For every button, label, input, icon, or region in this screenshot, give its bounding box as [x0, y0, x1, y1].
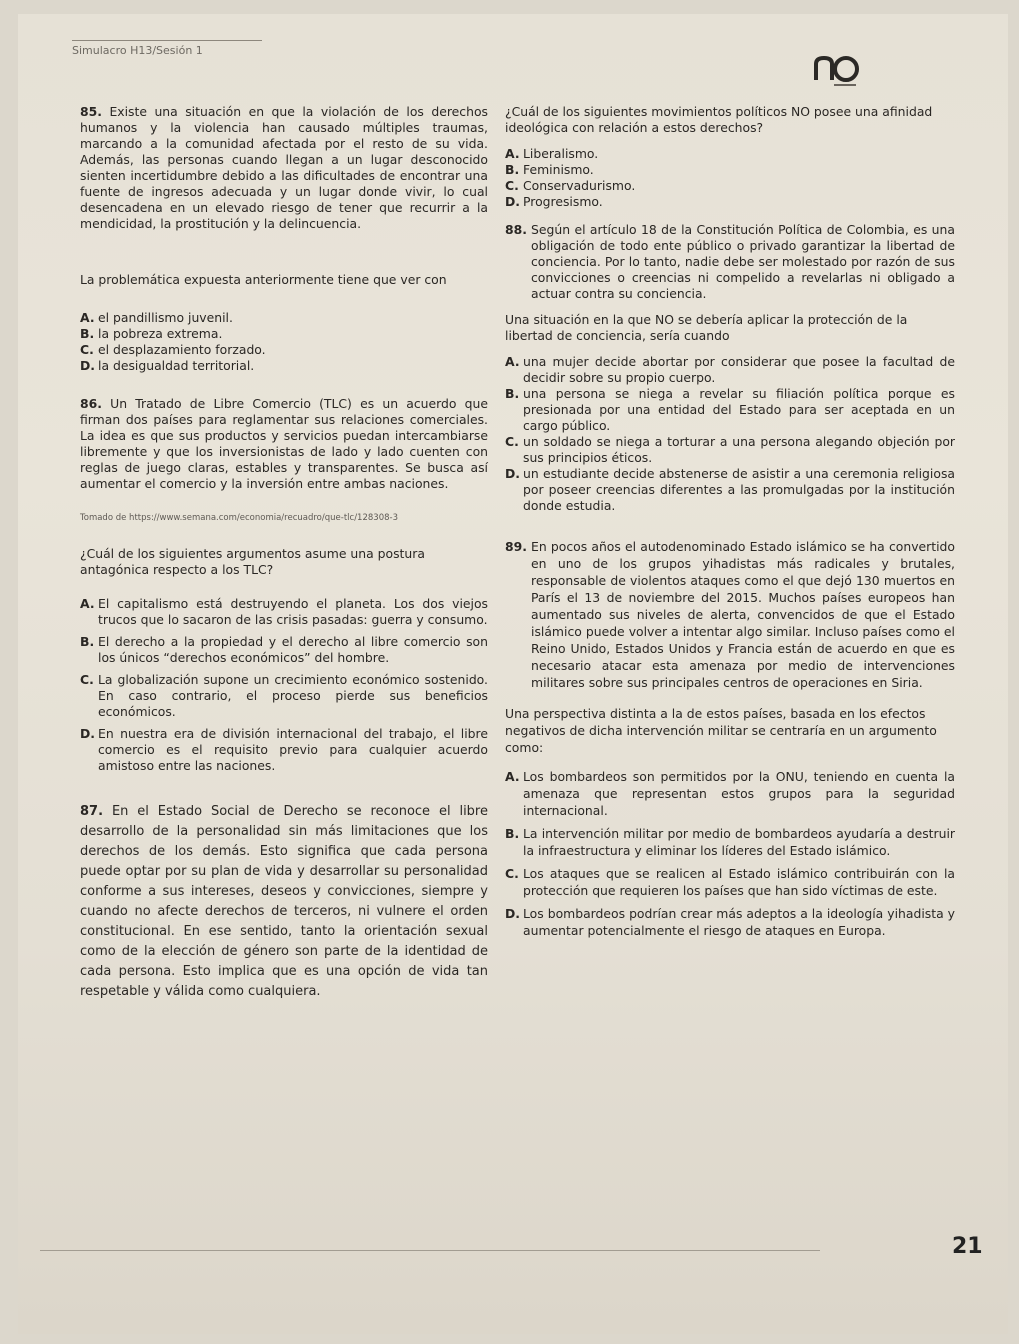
question-88-option-a[interactable]: A. una mujer decide abortar por considerar que posee la facultad de decidir sobre su propio cuerpo.	[505, 354, 955, 385]
question-87-option-b[interactable]: B. Feminismo.	[505, 162, 594, 177]
question-86-option-d[interactable]: D. En nuestra era de división internacional del trabajo, el libre comercio es el requisito previo para cualquier acuerdo amistoso entre las naciones.	[80, 726, 488, 773]
question-89-option-a[interactable]: A. Los bombardeos son permitidos por la ONU, teniendo en cuenta la amenaza que representan estos grupos para la seguridad internacional.	[505, 769, 955, 818]
question-85-option-a[interactable]: A. el pandillismo juvenil.	[80, 310, 233, 325]
question-87-number: 87.	[80, 804, 104, 819]
question-85-option-c[interactable]: C. el desplazamiento forzado.	[80, 342, 266, 357]
question-87-option-a[interactable]: A. Liberalismo.	[505, 146, 599, 161]
question-89-text: En pocos años el autodenominado Estado islámico se ha convertido en uno de los grupos yihadistas más radicales y brutales, responsable de violentos ataques como el que dejó 130 muertos en París el 13 de noviembre del 2015. Muchos países europeos han aumentado sus niveles de alerta, convencidos de que el Estado islámico puede volver a intentar algo similar. Incluso países como el Reino Unido, Estados Unidos y Francia están de acuerdo en que es necesario atacar esta amenaza por medio de intervenciones militares sobre sus principales centros de operaciones en Siria.	[531, 539, 955, 690]
question-87-continued	[505, 104, 955, 210]
question-85-stem	[80, 104, 488, 232]
question-86-option-c[interactable]: C. La globalización supone un crecimiento económico sostenido. En caso contrario, el proceso pierde sus beneficios económicos.	[80, 672, 488, 719]
publisher-logo	[812, 52, 864, 92]
question-85	[80, 104, 488, 374]
question-86-source: Tomado de https://www.semana.com/economia/recuadro/que-tlc/128308-3	[80, 513, 398, 523]
question-88	[505, 222, 955, 514]
question-86-option-b[interactable]: B. El derecho a la propiedad y el derecho al libre comercio son los únicos “derechos económicos” del hombre.	[80, 634, 488, 665]
question-89-option-d[interactable]: D. Los bombardeos podrían crear más adeptos a la ideología yihadista y aumentar potencialmente el riesgo de ataques en Europa.	[505, 906, 955, 938]
question-87-text: En el Estado Social de Derecho se reconoce el libre desarrollo de la personalidad sin más limitaciones que los derechos de los demás. Esto significa que cada persona puede optar por su plan de vida y desarrollar su personalidad conforme a sus intereses, deseos y convicciones, siempre y cuando no afecte derechos de terceros, ni vulnere el orden constitucional. En ese sentido, tanto la orientación sexual como de la elección de género son parte de la identidad de cada persona. Esto implica que es una opción de vida tan respetable y válida como cualquiera.	[80, 804, 488, 999]
question-88-stem	[505, 222, 955, 302]
question-86-option-a[interactable]: A. El capitalismo está destruyendo el planeta. Los dos viejos trucos que lo sacaron de las crisis pasadas: guerra y consumo.	[80, 596, 488, 627]
question-88-option-c[interactable]: C. un soldado se niega a torturar a una persona alegando objeción por sus principios éticos.	[505, 434, 955, 465]
question-88-option-d[interactable]: D. un estudiante decide abstenerse de asistir a una ceremonia religiosa por poseer creencias diferentes a las promulgadas por la institución donde estudia.	[505, 466, 955, 513]
question-87-option-c[interactable]: C. Conservadurismo.	[505, 178, 636, 193]
question-87-prompt: ¿Cuál de los siguientes movimientos políticos NO posee una afinidad ideológica con relación a estos derechos?	[505, 104, 933, 135]
left-column	[80, 104, 488, 1002]
question-87-option-d[interactable]: D. Progresismo.	[505, 194, 603, 209]
question-85-option-b[interactable]: B. la pobreza extrema.	[80, 326, 223, 341]
page-number: 21	[952, 1234, 983, 1259]
question-86-number: 86.	[80, 396, 102, 411]
question-88-option-b[interactable]: B. una persona se niega a revelar su filiación política porque es presionada por una entidad del Estado para ser aceptada en un cargo público.	[505, 386, 955, 433]
question-89-option-c[interactable]: C. Los ataques que se realicen al Estado islámico contribuirán con la protección que requieren los países que han sido víctimas de este.	[505, 866, 955, 898]
question-88-number: 88.	[505, 222, 527, 237]
question-89	[505, 538, 955, 939]
footer-divider	[40, 1250, 820, 1251]
question-86	[80, 396, 488, 774]
question-85-option-d[interactable]: D. la desigualdad territorial.	[80, 358, 255, 373]
question-85-prompt: La problemática expuesta anteriormente tiene que ver con	[80, 272, 447, 287]
question-85-text: Existe una situación en que la violación de los derechos humanos y la violencia han causado múltiples traumas, marcando a la comunidad afectada por el resto de su vida. Además, las personas cuando llegan a un lugar desconocido sienten incertidumbre debido a las dificultades de encontrar una fuente de ingresos adecuada y un lugar donde vivir, lo cual desencadena en un elevado riesgo de tener que recurrir a la mendicidad, la prostitución y la delincuencia.	[80, 104, 488, 231]
question-89-stem	[505, 538, 955, 691]
right-column	[505, 104, 955, 939]
question-86-stem	[80, 396, 488, 492]
question-88-text: Según el artículo 18 de la Constitución Política de Colombia, es una obligación de todo ente público o privado garantizar la libertad de conciencia. Por lo tanto, nadie debe ser molestado por razón de sus convicciones o creencias ni compelido a revelarlas ni obligado a actuar contra su conciencia.	[531, 222, 955, 301]
question-89-number: 89.	[505, 539, 527, 554]
question-88-prompt: Una situación en la que NO se debería aplicar la protección de la libertad de conciencia, sería cuando	[505, 312, 908, 343]
question-87-stem	[80, 802, 488, 1002]
question-89-prompt: Una perspectiva distinta a la de estos países, basada en los efectos negativos de dicha intervención militar se centraría en un argumento como:	[505, 706, 937, 755]
question-89-option-b[interactable]: B. La intervención militar por medio de bombardeos ayudaría a destruir la infraestructura y eliminar los líderes del Estado islámico.	[505, 826, 955, 858]
question-86-prompt: ¿Cuál de los siguientes argumentos asume una postura antagónica respecto a los TLC?	[80, 546, 425, 577]
page-header: Simulacro H13/Sesión 1	[72, 40, 262, 57]
question-87	[80, 802, 488, 1002]
question-85-number: 85.	[80, 104, 102, 119]
question-86-text: Un Tratado de Libre Comercio (TLC) es un acuerdo que firman dos países para reglamentar sus relaciones comerciales. La idea es que sus productos y servicios puedan intercambiarse libremente y que los inversionistas de lado y lado cuenten con reglas de juego claras, estables y transparentes. Se busca así aumentar el comercio y la inversión entre ambas naciones.	[80, 396, 488, 491]
